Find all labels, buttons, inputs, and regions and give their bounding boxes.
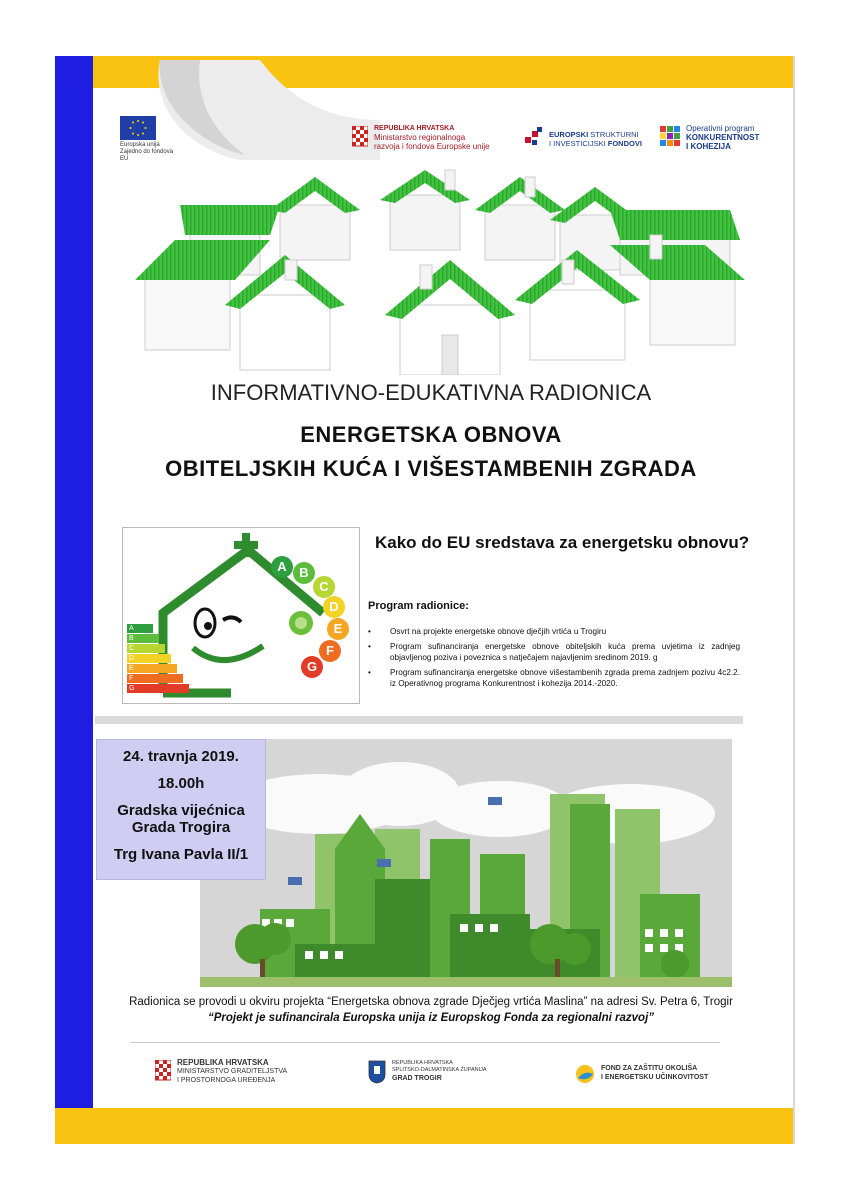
energy-bar-c: C (127, 644, 165, 653)
program-title: Program radionice: (368, 600, 469, 612)
house-front-2 (385, 260, 515, 375)
section-divider (95, 716, 743, 724)
ministry-construction-line3: I PROSTORNOGA UREĐENJA (177, 1077, 276, 1084)
footer-project-note: Radionica se provodi u okviru projekta “Energetska obnova zgrade Dječjeg vrtića Maslina” na adresi Sv. Petra 6, Trogir (129, 996, 733, 1008)
event-time: 18.00h (157, 775, 205, 792)
green-city-illustration (200, 739, 732, 987)
houses-illustration (130, 165, 750, 375)
trogir-line3: GRAD TROGIR (392, 1075, 442, 1082)
frame-bottom-bar (55, 1108, 793, 1144)
energy-bar-b: B (127, 634, 159, 643)
energy-bar-d: D (127, 654, 171, 663)
esif-line2b: FONDOVI (607, 139, 642, 148)
op-line2: KONKURENTNOST (686, 133, 760, 142)
op-line1: Operativni program (686, 124, 755, 133)
energy-bar-f: F (127, 674, 183, 683)
energy-petal-d: D (323, 596, 345, 618)
house-back-4 (475, 177, 565, 260)
energy-petal-b: B (293, 562, 315, 584)
croatian-coat-of-arms-icon (155, 1060, 171, 1082)
house-back-3 (380, 170, 470, 250)
ministry-construction-line1: REPUBLIKA HRVATSKA (177, 1058, 269, 1067)
program-item-1: Osvrt na projekte energetske obnove dječjih vrtića u Trogiru (390, 627, 607, 636)
footer-divider (130, 1042, 720, 1043)
event-info-box (96, 739, 266, 880)
esif-line1b: STRUKTURNI (588, 130, 639, 139)
ministry-construction-line2: MINISTARSTVO GRADITELJSTVA (177, 1068, 288, 1075)
ministry-regional-logo (352, 124, 512, 151)
esif-line2a: I INVESTICIJSKI (549, 139, 608, 148)
op-line3: I KOHEZIJA (686, 142, 731, 151)
op-grid-icon (660, 126, 682, 148)
energy-petal-f: F (319, 640, 341, 662)
house-back-2 (270, 177, 360, 260)
event-address: Trg Ivana Pavla II/1 (113, 846, 249, 863)
energy-bar-g: G (127, 684, 189, 693)
fund-line1: FOND ZA ZAŠTITU OKOLIŠA (601, 1065, 698, 1072)
grad-trogir-logo (368, 1060, 518, 1083)
trogir-line1: REPUBLIKA HRVATSKA (392, 1060, 453, 1066)
frame-left-bar (55, 56, 93, 1144)
eu-logo-line2: Zajedno do fondova EU (120, 149, 174, 162)
workshop-heading: INFORMATIVNO-EDUKATIVNA RADIONICA (210, 380, 652, 405)
croatian-coat-of-arms-icon (352, 126, 368, 148)
event-date: 24. travnja 2019. (123, 748, 239, 765)
energy-petal-g: G (301, 656, 323, 678)
energy-petal-c: C (313, 576, 335, 598)
ministry-line1: REPUBLIKA HRVATSKA (374, 125, 455, 132)
eu-flag-icon (120, 116, 156, 140)
esif-logo (523, 127, 653, 148)
ministry-line2: Ministarstvo regionalnoga (374, 133, 466, 142)
page-curl-graphic (150, 60, 380, 170)
op-logo (660, 124, 770, 151)
program-list (368, 626, 740, 693)
ministry-construction-logo (155, 1058, 325, 1085)
event-venue-line1: Gradska vijećnica (117, 802, 245, 819)
eu-logo (120, 116, 178, 163)
fund-line2: I ENERGETSKU UČINKOVITOST (601, 1074, 709, 1081)
question-heading: Kako do EU sredstava za energetsku obnovu? (375, 533, 750, 552)
ministry-line3: razvoja i fondova Europske unije (374, 142, 490, 151)
energy-bar-a: A (127, 624, 153, 633)
energy-label-illustration (122, 527, 360, 704)
eu-logo-line1: Europska unija (120, 142, 160, 148)
sun-leaf-icon (575, 1064, 595, 1084)
esif-line1a: EUROPSKI (549, 130, 589, 139)
list-item: • Program sufinanciranja energetske obnove višestambenih zgrada prema zadnjem pozivu 4c2.2. iz Operativnog programa Konkurentnost i kohezija 2014.-2020. (368, 668, 740, 688)
energy-petal-a: A (271, 556, 293, 578)
program-item-3: Program sufinanciranja energetske obnove višestambenih zgrada prema zadnjem pozivu 4c2.2. iz Operativnog programa Konkurentnost i kohezija 2014.-2020. (390, 668, 740, 688)
trogir-line2: SPLITSKO-DALMATINSKA ŽUPANIJA (392, 1067, 487, 1073)
program-item-2: Program sufinanciranja energetske obnove obiteljskih kuća prema uvjetima iz zadnjeg objavljenog poziva i poveznica s natječajem najavljenim sredinom 2019. g (390, 642, 740, 662)
trogir-coat-of-arms-icon (368, 1060, 386, 1084)
title-line-2: OBITELJSKIH KUĆA I VIŠESTAMBENIH ZGRADA (165, 456, 697, 481)
title-line-1: ENERGETSKA OBNOVA (300, 422, 562, 447)
energy-petal-e: E (327, 618, 349, 640)
frame-right-edge (793, 56, 795, 1144)
footer-cofinance-note: “Projekt je sufinancirala Europska unija iz Europskog Fonda za regionalni razvoj” (207, 1012, 655, 1024)
event-venue-line2: Grada Trogira (131, 819, 231, 836)
esif-squares-icon (523, 127, 545, 149)
list-item: • Osvrt na projekte energetske obnove dječjih vrtića u Trogiru (368, 627, 607, 636)
list-item: • Program sufinanciranja energetske obnove obiteljskih kuća prema uvjetima iz zadnjeg objavljenog poziva i poveznica s natječajem najavljenim sredinom 2019. g (368, 642, 740, 662)
energy-bar-e: E (127, 664, 177, 673)
environment-fund-logo (575, 1064, 755, 1082)
